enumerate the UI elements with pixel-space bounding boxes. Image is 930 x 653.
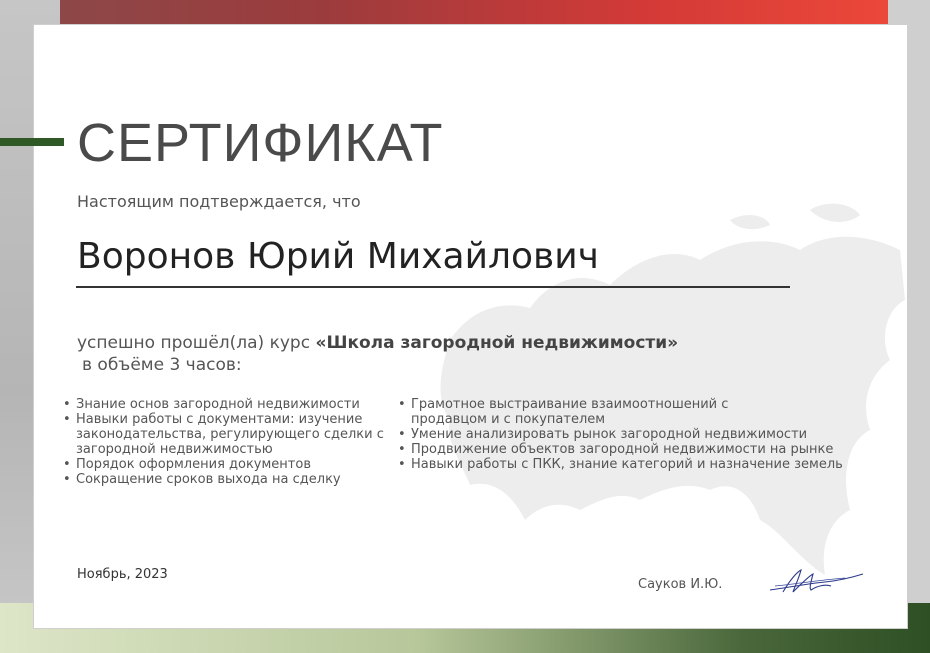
course-statement <box>77 333 678 353</box>
intro-text: Настоящим подтверждается, что <box>77 192 361 211</box>
skills-list-left <box>63 397 393 487</box>
course-prefix: успешно прошёл(ла) курс <box>77 333 316 353</box>
skill-item: • Навыки работы с документами: изучение законодательства, регулирующего сделки с загородной недвижимостью <box>63 412 393 457</box>
skill-item: • Грамотное выстраивание взаимоотношений с продавцом и с покупателем <box>398 397 761 427</box>
course-hours: в объёме 3 часов: <box>82 355 242 375</box>
skill-item: • Сокращение сроков выхода на сделку <box>63 472 393 487</box>
brand-logo <box>775 34 889 60</box>
signature-scribble <box>765 562 865 598</box>
name-underline <box>76 286 790 288</box>
building-icon <box>775 38 795 56</box>
course-name: «Школа загородной недвижимости» <box>315 333 679 353</box>
certificate-title: СЕРТИФИКАТ <box>77 113 444 173</box>
green-accent-bar <box>0 138 64 146</box>
skill-item: • Навыки работы с ПКК, знание категорий и назначение земель <box>398 457 868 472</box>
issue-date: Ноябрь, 2023 <box>77 567 168 582</box>
skills-list-right <box>398 397 868 472</box>
skill-item: • Умение анализировать рынок загородной недвижимости <box>398 427 868 442</box>
recipient-name: Воронов Юрий Михайлович <box>77 236 599 277</box>
skill-item: • Продвижение объектов загородной недвижимости на рынке <box>398 442 868 457</box>
skill-item: • Порядок оформления документов <box>63 457 393 472</box>
skill-item: • Знание основ загородной недвижимости <box>63 397 393 412</box>
signer-name: Сауков И.Ю. <box>638 577 723 592</box>
brand-logo-text: этажи <box>801 33 889 61</box>
